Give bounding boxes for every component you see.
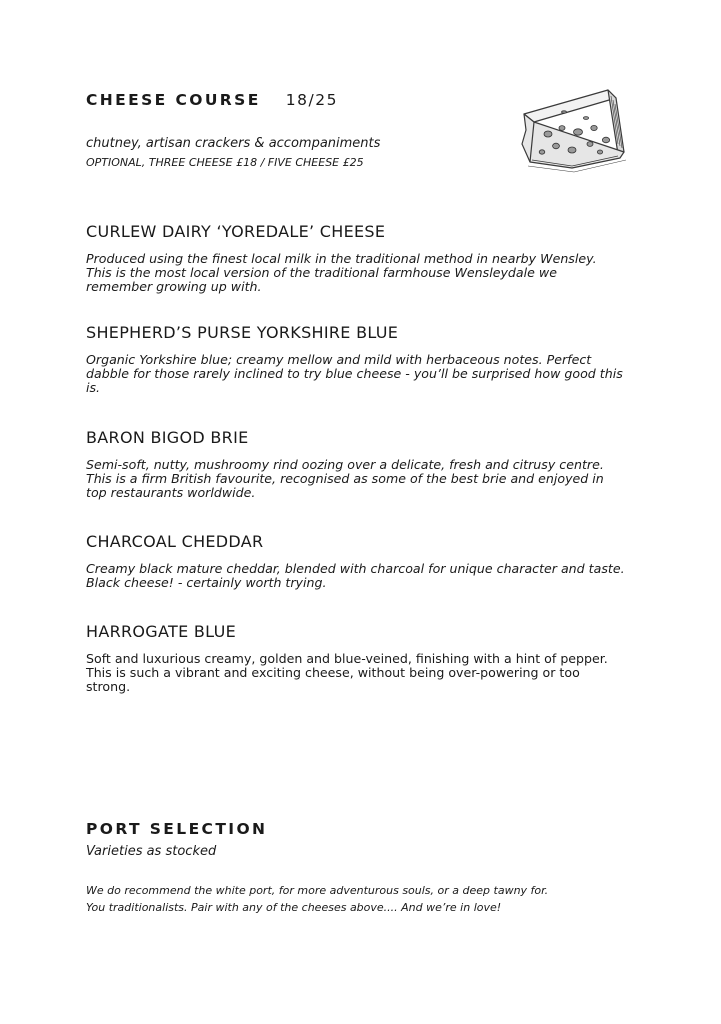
port-selection-title: PORT SELECTION [86,820,268,838]
cheese-course-header [86,90,338,109]
menu-item-description: Semi-soft, nutty, mushroomy rind oozing over a delicate, fresh and citrusy centre. This is a firm British favourite, recognised as some of the best brie and enjoyed in top restaurants worldwide. [86,457,604,500]
menu-item-name: CHARCOAL CHEDDAR [86,532,264,551]
menu-item-description: Organic Yorkshire blue; creamy mellow and mild with herbaceous notes. Perfect dabble for those rarely inclined to try blue cheese - you’ll be surprised how good this is. [86,352,623,395]
menu-item-name: SHEPHERD’S PURSE YORKSHIRE BLUE [86,323,399,342]
cheese-wedge-icon [512,82,634,174]
menu-item-yoredale [86,222,626,294]
menu-item-description: Soft and luxurious creamy, golden and blue-veined, finishing with a hint of pepper. This is such a vibrant and exciting cheese, without being over-powering or too strong. [86,651,608,694]
cheese-course-note: OPTIONAL, THREE CHEESE £18 / FIVE CHEESE £25 [86,156,364,169]
menu-item-harrogate-blue [86,622,626,694]
port-selection-note [86,882,646,916]
menu-item-description: Creamy black mature cheddar, blended with charcoal for unique character and taste. Black cheese! - certainly worth trying. [86,561,625,590]
port-note-line: You traditionalists. Pair with any of the cheeses above.... And we’re in love! [86,901,502,914]
cheese-course-subtitle: chutney, artisan crackers & accompaniments [86,136,381,151]
port-note-line: We do recommend the white port, for more adventurous souls, or a deep tawny for. [86,884,549,897]
menu-item-baron-bigod [86,428,626,500]
cheese-course-price: 18/25 [285,91,338,109]
menu-item-yorkshire-blue [86,323,626,395]
cheese-course-title: CHEESE COURSE [86,91,261,109]
menu-item-charcoal-cheddar [86,532,626,590]
port-selection-subtitle: Varieties as stocked [86,844,217,859]
menu-item-name: CURLEW DAIRY ‘YOREDALE’ CHEESE [86,222,386,241]
menu-item-description: Produced using the finest local milk in the traditional method in nearby Wensley. This is the most local version of the traditional farmhouse Wensleydale we remember growing up with. [86,251,597,294]
menu-item-name: HARROGATE BLUE [86,622,236,641]
menu-item-name: BARON BIGOD BRIE [86,428,249,447]
